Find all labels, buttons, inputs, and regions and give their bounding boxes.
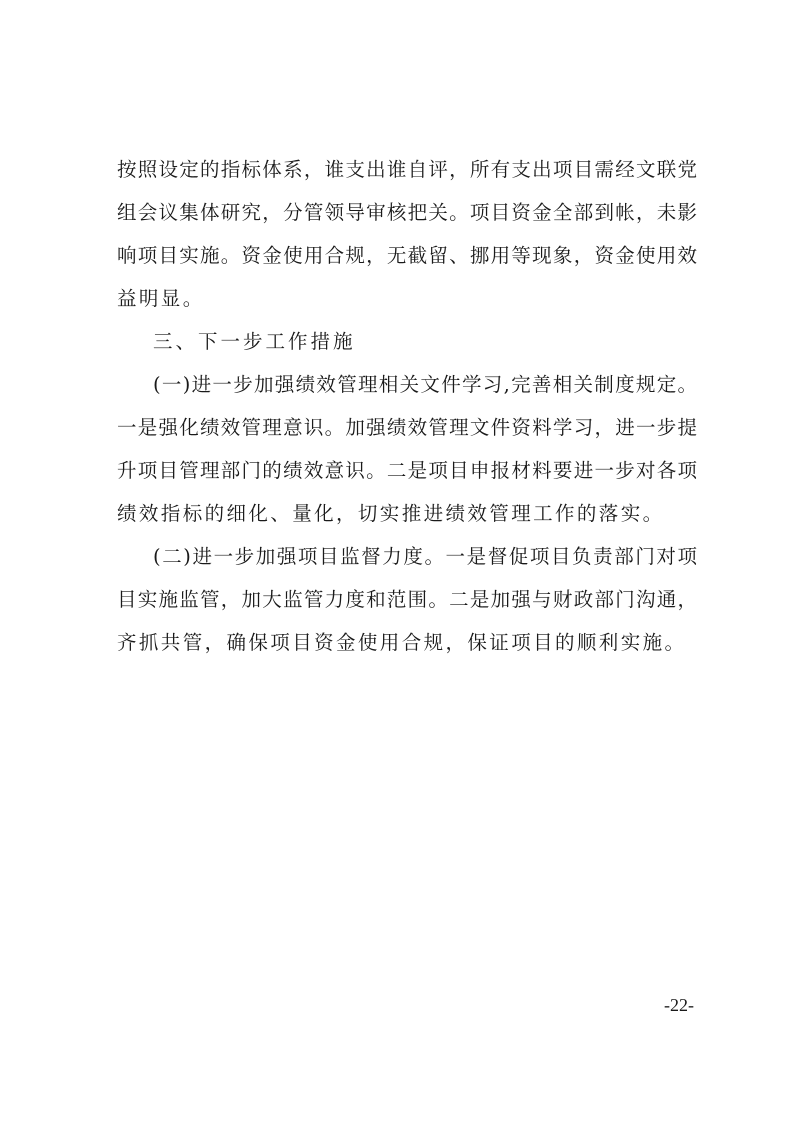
- paragraph-3-line-1: (二)进一步加强项目监督力度。一是督促项目负责部门对项: [153, 545, 697, 568]
- paragraph-1-line-4: 益明显。: [117, 287, 205, 310]
- paragraph-3-line-3: 齐抓共管，确保项目资金使用合规，保证项目的顺利实施。: [117, 631, 687, 654]
- paragraph-2-line-4: 绩效指标的细化、量化，切实推进绩效管理工作的落实。: [117, 502, 665, 525]
- paragraph-3-line-2: 目实施监管，加大监管力度和范围。二是加强与财政部门沟通，: [117, 588, 697, 611]
- paragraph-1-line-1: 按照设定的指标体系，谁支出谁自评，所有支出项目需经文联党: [117, 158, 697, 181]
- paragraph-1-line-3: 响项目实施。资金使用合规，无截留、挪用等现象，资金使用效: [117, 244, 697, 267]
- paragraph-1-line-2: 组会议集体研究，分管领导审核把关。项目资金全部到帐，未影: [117, 201, 697, 224]
- paragraph-2-line-1: (一)进一步加强绩效管理相关文件学习,完善相关制度规定。: [153, 373, 697, 396]
- paragraph-2-line-2: 一是强化绩效管理意识。加强绩效管理文件资料学习，进一步提: [117, 416, 697, 439]
- paragraph-2-line-3: 升项目管理部门的绩效意识。二是项目申报材料要进一步对各项: [117, 459, 697, 482]
- section-heading: 三、下一步工作措施: [153, 330, 356, 353]
- page-number: -22-: [664, 995, 694, 1015]
